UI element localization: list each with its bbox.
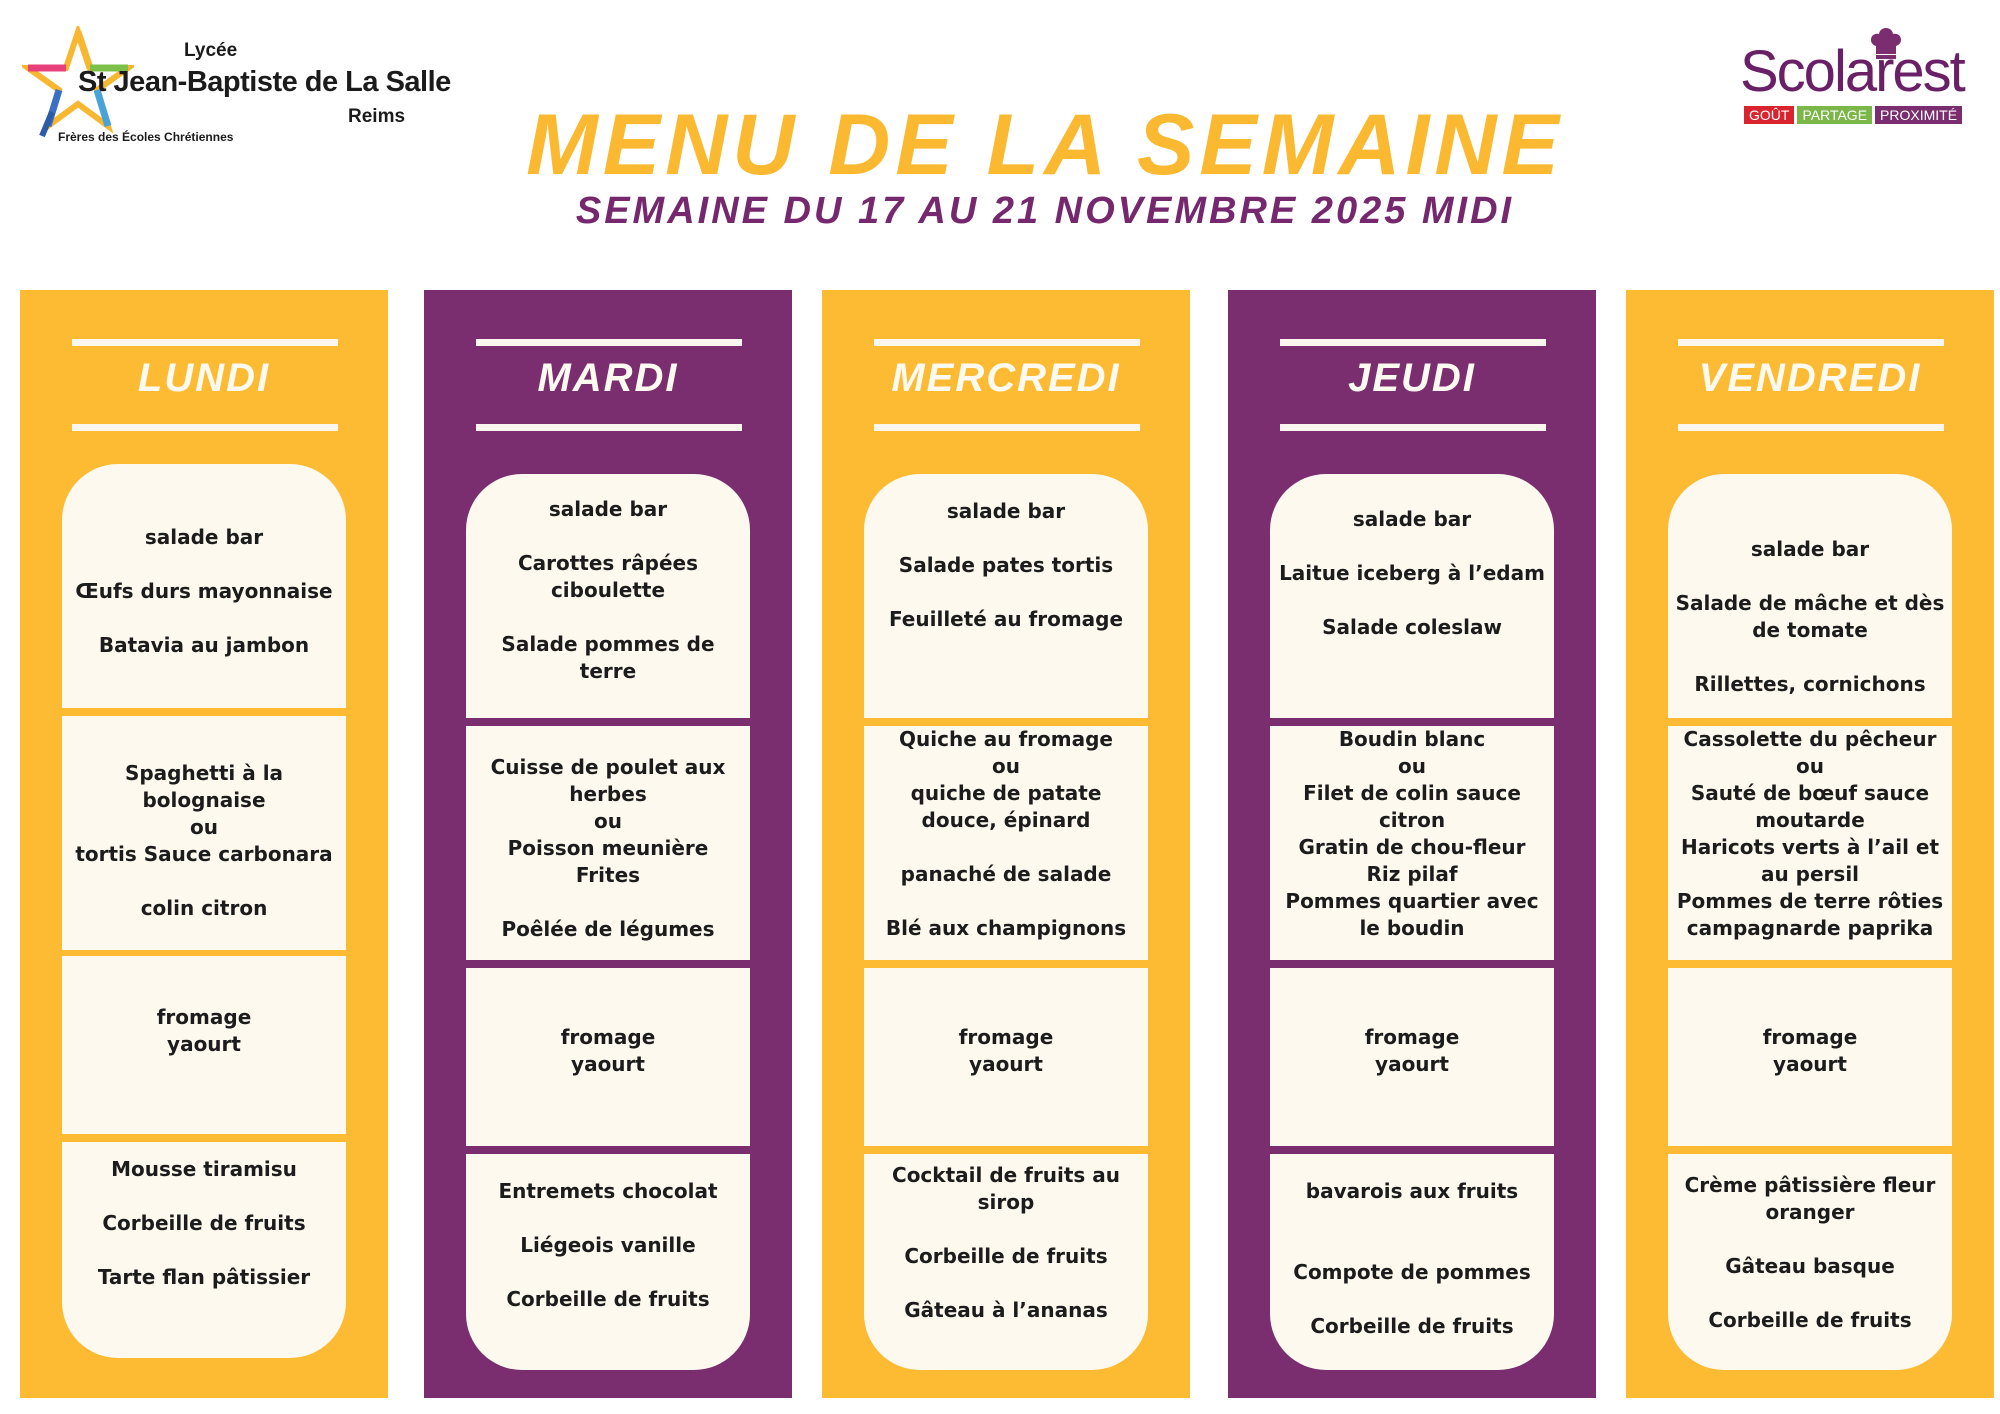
menu-text: Entremets chocolat Liégeois vanille Corbeille de fruits	[498, 1179, 718, 1311]
menu-text: fromage yaourt	[958, 1025, 1054, 1076]
menu-section-mains	[1668, 726, 1952, 960]
menu-text: salade bar Œufs durs mayonnaise Batavia au jambon	[75, 525, 333, 657]
menu-text: salade bar Carottes râpées ciboulette Salade pommes de terre	[501, 497, 715, 683]
menu-section-dairy	[1668, 968, 1952, 1146]
divider	[1678, 424, 1944, 431]
day-column-mardi	[424, 290, 792, 1398]
divider	[476, 424, 742, 431]
divider	[874, 424, 1140, 431]
menu-text: Crème pâtissière fleur oranger Gâteau basque Corbeille de fruits	[1684, 1173, 1936, 1332]
menu-section-dairy	[1270, 968, 1554, 1146]
divider	[1280, 339, 1546, 346]
menu-section-desserts	[62, 1142, 346, 1358]
day-title: JEUDI	[1348, 356, 1476, 400]
menu-section-mains	[1270, 726, 1554, 960]
menu-section-desserts	[864, 1154, 1148, 1370]
scolarest-tag-proximite: PROXIMITÉ	[1875, 106, 1962, 124]
scolarest-tag-partage: PARTAGE	[1797, 106, 1872, 124]
menu-text: fromage yaourt	[1364, 1025, 1460, 1076]
menu-text: Cuisse de poulet aux herbes ou Poisson meunière Frites Poêlée de légumes	[490, 755, 726, 941]
day-column-mercredi	[822, 290, 1190, 1398]
divider	[476, 339, 742, 346]
menu-section-starters	[1270, 474, 1554, 718]
menu-text: Spaghetti à la bolognaise ou tortis Sauce carbonara colin citron	[75, 761, 333, 920]
menu-text: salade bar Salade pates tortis Feuilleté au fromage	[888, 499, 1124, 631]
page-title: MENU DE LA SEMAINE	[526, 97, 1564, 193]
day-column-vendredi	[1626, 290, 1994, 1398]
divider	[1678, 339, 1944, 346]
menu-section-mains	[62, 716, 346, 950]
day-column-jeudi	[1228, 290, 1596, 1398]
divider	[1280, 424, 1546, 431]
lycee-city: Reims	[348, 106, 406, 127]
menu-section-mains	[864, 726, 1148, 960]
day-title: LUNDI	[137, 356, 271, 400]
scolarest-name: Scolarest	[1740, 39, 1964, 104]
day-title: VENDREDI	[1698, 356, 1922, 400]
page-subtitle: SEMAINE DU 17 AU 21 NOVEMBRE 2025 MIDI	[575, 190, 1515, 232]
menu-text: Cocktail de fruits au sirop Corbeille de fruits Gâteau à l’ananas	[892, 1163, 1120, 1322]
menu-text: salade bar Laitue iceberg à l’edam Salade coleslaw	[1279, 507, 1545, 639]
day-title: MERCREDI	[891, 356, 1121, 400]
menu-section-desserts	[466, 1154, 750, 1370]
menu-text: bavarois aux fruits Compote de pommes Corbeille de fruits	[1293, 1179, 1531, 1338]
menu-section-mains	[466, 726, 750, 960]
menu-section-starters	[466, 474, 750, 718]
divider	[874, 339, 1140, 346]
menu-section-dairy	[466, 968, 750, 1146]
menu-text: Cassolette du pêcheur ou Sauté de bœuf sauce moutarde Haricots verts à l’ail et au persil Pommes de terre rôties campagnarde paprika	[1676, 727, 1944, 940]
menu-text: Quiche au fromage ou quiche de patate douce, épinard panaché de salade Blé aux champignons	[885, 727, 1127, 940]
day-column-lundi	[20, 290, 388, 1398]
menu-section-starters	[1668, 474, 1952, 718]
menu-text: fromage yaourt	[560, 1025, 656, 1076]
lycee-label: Lycée	[184, 40, 238, 61]
menu-section-starters	[62, 464, 346, 708]
menu-text: fromage yaourt	[1762, 1025, 1858, 1076]
menu-section-dairy	[864, 968, 1148, 1146]
menu-text: fromage yaourt	[156, 1005, 252, 1056]
menu-section-desserts	[1270, 1154, 1554, 1370]
menu-section-desserts	[1668, 1154, 1952, 1370]
menu-section-starters	[864, 474, 1148, 718]
lycee-tagline: Frères des Écoles Chrétiennes	[58, 130, 234, 144]
divider	[72, 339, 338, 346]
scolarest-tag-gout: GOÛT	[1744, 106, 1794, 124]
menu-text: Mousse tiramisu Corbeille de fruits Tarte flan pâtissier	[97, 1157, 311, 1289]
menu-section-dairy	[62, 956, 346, 1134]
menu-text: salade bar Salade de mâche et dès de tomate Rillettes, cornichons	[1675, 537, 1945, 696]
menu-text: Boudin blanc ou Filet de colin sauce citron Gratin de chou-fleur Riz pilaf Pommes quartier avec le boudin	[1285, 727, 1539, 940]
divider	[72, 424, 338, 431]
day-title: MARDI	[537, 356, 679, 400]
lycee-school-name: St Jean-Baptiste de La Salle	[78, 66, 451, 98]
